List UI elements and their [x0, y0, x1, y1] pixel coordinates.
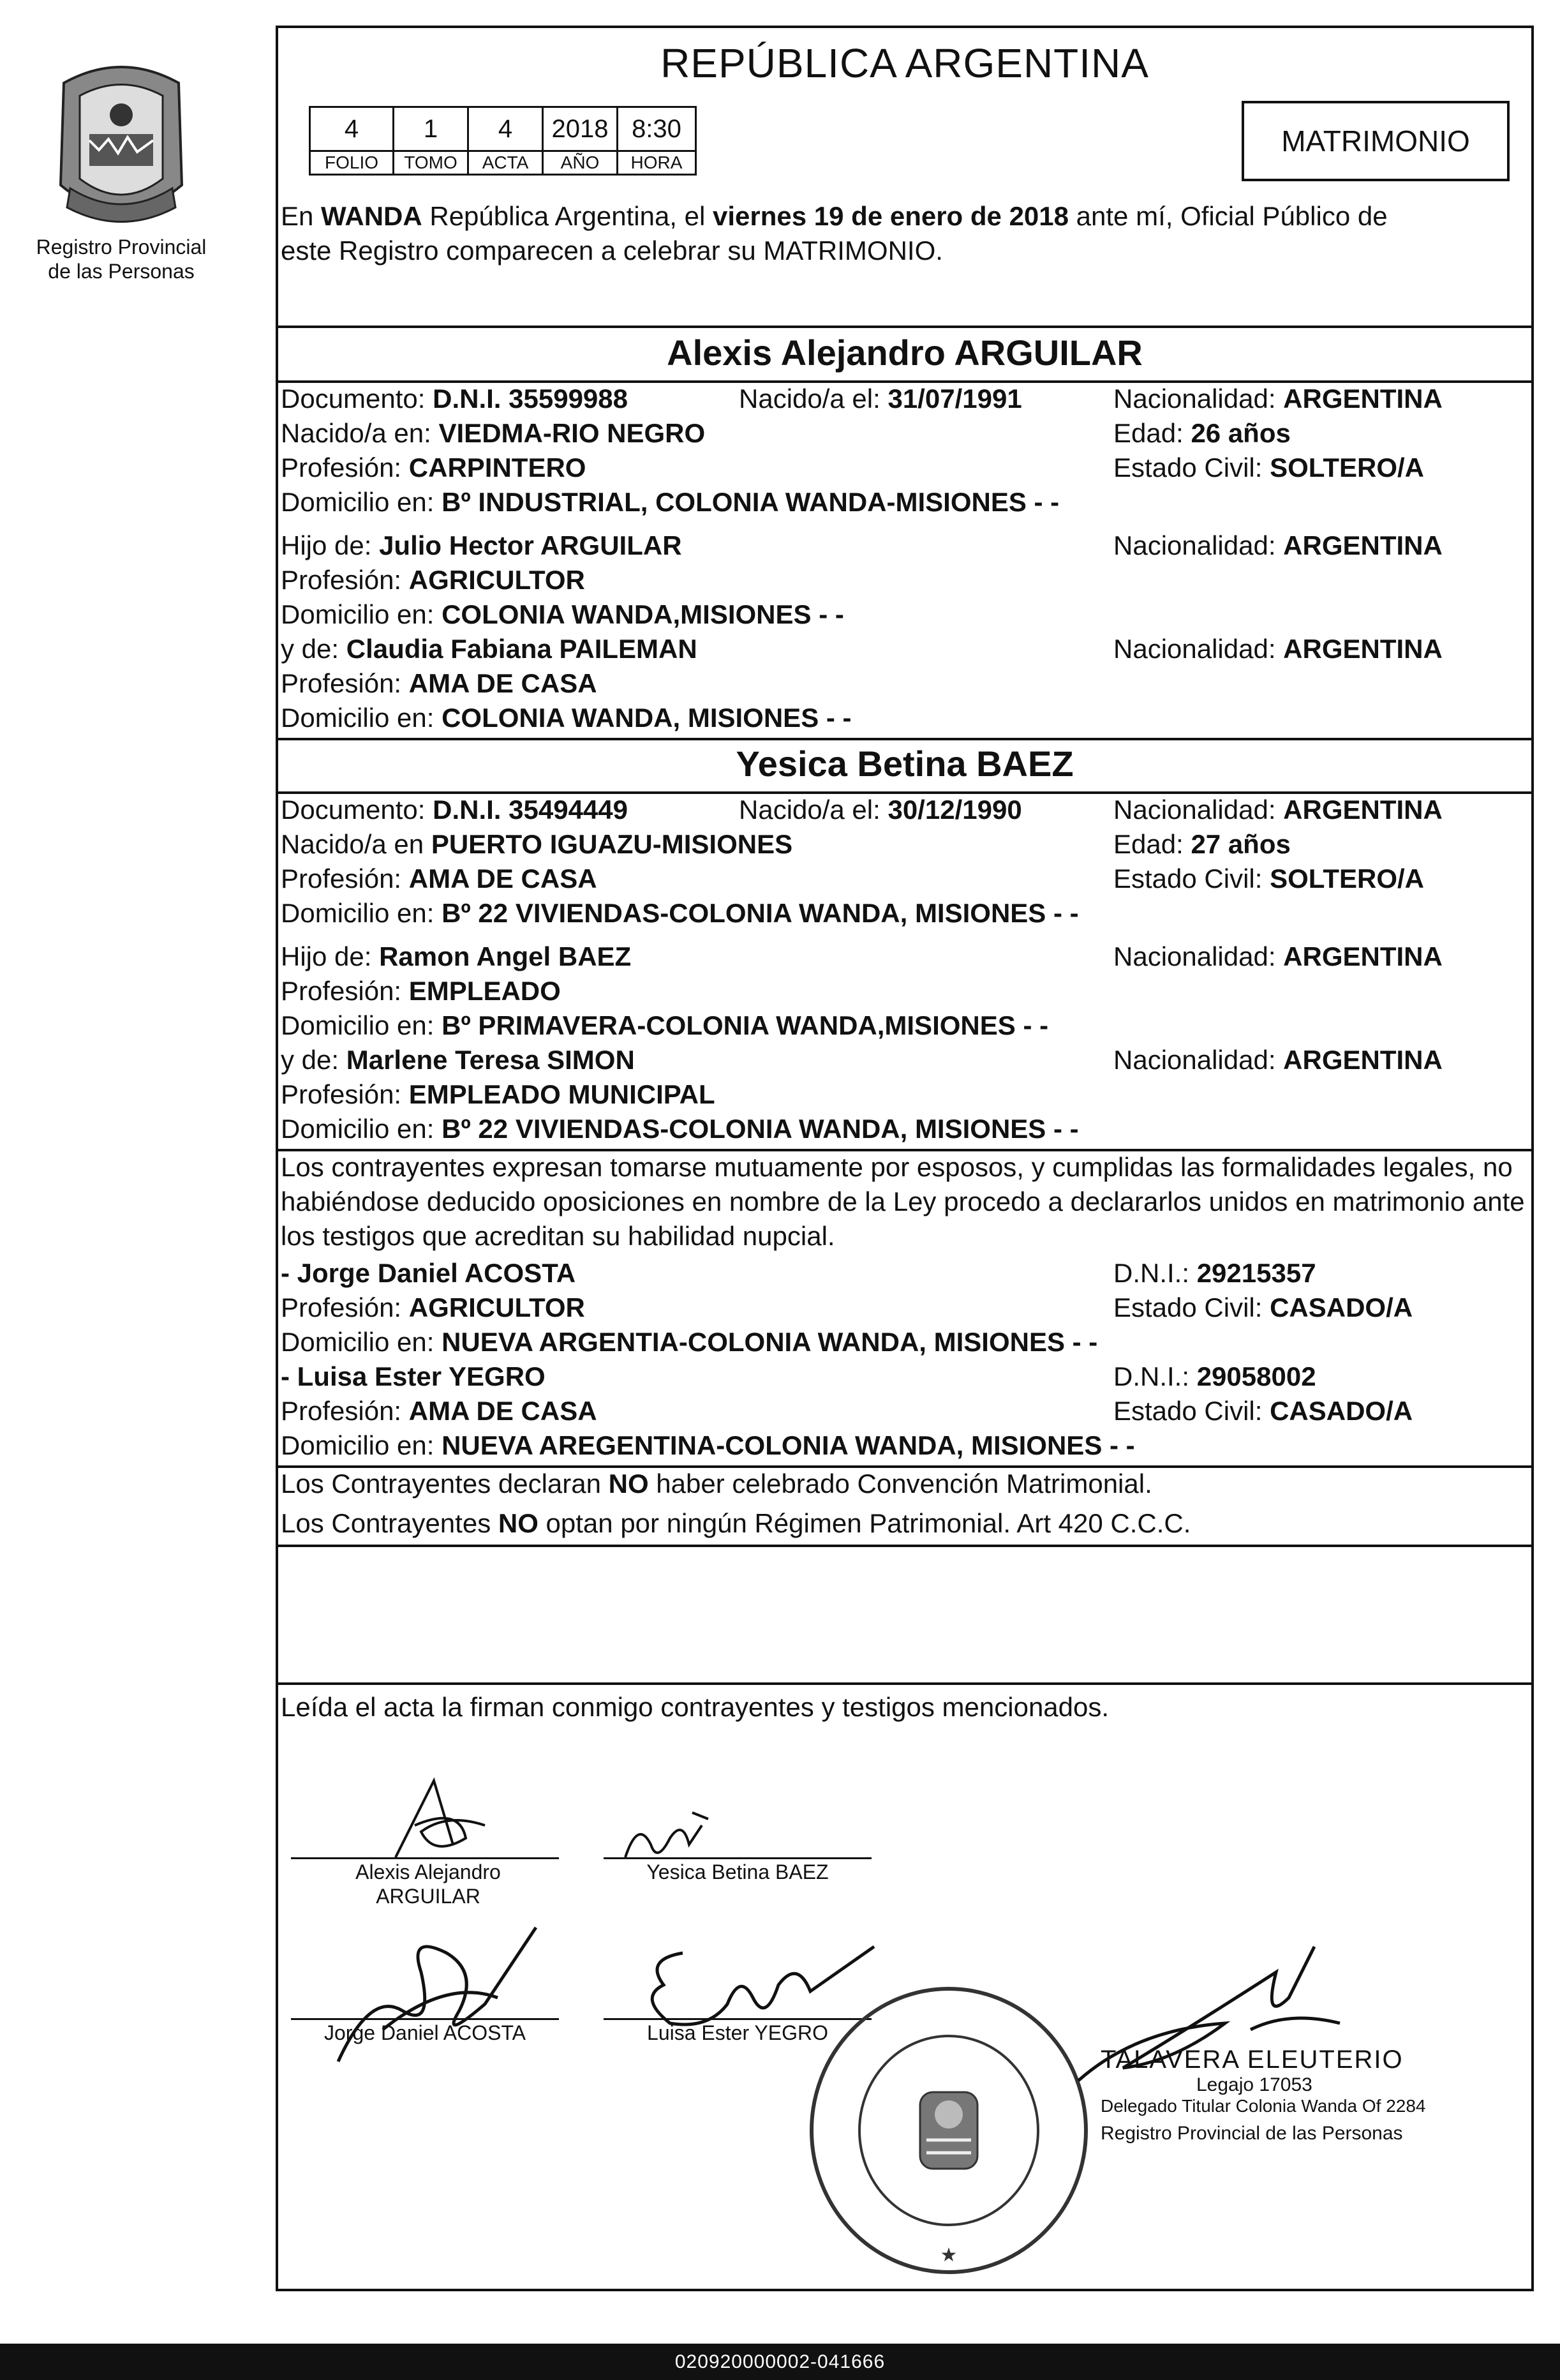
value: AMA DE CASA: [408, 1396, 597, 1426]
value: COLONIA WANDA,MISIONES - -: [442, 599, 844, 629]
value: 31/07/1991: [888, 384, 1022, 414]
value: Bº 22 VIVIENDAS-COLONIA WANDA, MISIONES - -: [442, 898, 1079, 928]
bride-civil-status: [1113, 862, 1424, 896]
label: Nacionalidad:: [1113, 1045, 1284, 1075]
groom-profession: [281, 451, 586, 485]
groom-civil-status: [1113, 451, 1424, 485]
intro-date: viernes 19 de enero de 2018: [713, 201, 1069, 231]
signature-bride-name: Yesica Betina BAEZ: [646, 1860, 829, 1883]
value: NUEVA ARGENTIA-COLONIA WANDA, MISIONES - -: [442, 1327, 1098, 1357]
groom-father-nationality: [1113, 528, 1443, 563]
label: D.N.I.:: [1113, 1361, 1197, 1391]
signature-line: [604, 1857, 872, 1859]
witness-1-profession: [281, 1291, 585, 1325]
value: D.N.I. 35599988: [433, 384, 628, 414]
bride-mother-profession: [281, 1077, 715, 1112]
label: Domicilio en:: [281, 487, 442, 517]
label: Domicilio en:: [281, 1327, 442, 1357]
value: AGRICULTOR: [408, 1292, 585, 1322]
text: Los Contrayentes: [281, 1508, 498, 1538]
label: Profesión:: [281, 565, 409, 595]
witness-1-dni: [1113, 1256, 1316, 1291]
officer-role: Delegado Titular Colonia Wanda Of 2284: [1101, 2096, 1426, 2116]
registry-name-line2: de las Personas: [48, 260, 195, 283]
record-type-box: MATRIMONIO: [1242, 101, 1510, 181]
bride-address: [281, 896, 1079, 931]
signature-name-line: ARGUILAR: [376, 1885, 480, 1908]
label: Profesión:: [281, 976, 409, 1006]
label: Hijo de:: [281, 941, 380, 971]
officer-stamp: [1101, 2046, 1458, 2144]
witness-1-civil-status: [1113, 1291, 1413, 1325]
bride-mother-address: [281, 1112, 1079, 1146]
label: Domicilio en:: [281, 1010, 442, 1040]
bride-birthplace: [281, 827, 792, 862]
label: Nacionalidad:: [1113, 384, 1284, 414]
intro-line1: [281, 199, 1388, 234]
divider: [276, 738, 1534, 740]
value: Bº PRIMAVERA-COLONIA WANDA,MISIONES - -: [442, 1010, 1049, 1040]
value: 29058002: [1196, 1361, 1316, 1391]
value: Claudia Fabiana PAILEMAN: [346, 634, 697, 664]
signature-groom-name: [304, 1860, 553, 1908]
label: Nacido/a en:: [281, 418, 439, 448]
tomo-label: TOMO: [394, 151, 468, 175]
value: ARGENTINA: [1283, 941, 1443, 971]
signature-line: [291, 2018, 559, 2020]
year-label: AÑO: [543, 151, 618, 175]
label: Estado Civil:: [1113, 453, 1270, 483]
bride-father-address: [281, 1008, 1048, 1043]
groom-father: [281, 528, 682, 563]
label: Domicilio en:: [281, 1114, 442, 1144]
witness-2-dni: [1113, 1359, 1316, 1394]
label: Domicilio en:: [281, 703, 442, 733]
label: Profesión:: [281, 453, 409, 483]
value: 27 años: [1191, 829, 1291, 859]
witness-2-profession: [281, 1394, 597, 1428]
bride-father-profession: [281, 974, 561, 1008]
groom-mother-nationality: [1113, 632, 1443, 666]
value: EMPLEADO MUNICIPAL: [408, 1079, 715, 1109]
label: Profesión:: [281, 668, 409, 698]
bride-name: Yesica Betina BAEZ: [736, 744, 1074, 784]
value: ARGENTINA: [1283, 1045, 1443, 1075]
registry-seal: [805, 1984, 1092, 2277]
value: AMA DE CASA: [408, 668, 597, 698]
bride-father-nationality: [1113, 939, 1443, 974]
year-value: 2018: [543, 107, 618, 151]
value: ARGENTINA: [1283, 795, 1443, 825]
label: Profesión:: [281, 1396, 409, 1426]
intro-line2: este Registro comparecen a celebrar su MATRIMONIO.: [281, 236, 943, 266]
signing-statement: Leída el acta la firman conmigo contrayentes y testigos mencionados.: [281, 1692, 1110, 1722]
value: Ramon Angel BAEZ: [379, 941, 632, 971]
tomo-value: 1: [394, 107, 468, 151]
label: Hijo de:: [281, 530, 380, 560]
value: ARGENTINA: [1283, 634, 1443, 664]
label: Domicilio en:: [281, 1430, 442, 1460]
signature-line: [291, 1857, 559, 1859]
divider: [276, 1682, 1534, 1685]
label: Profesión:: [281, 1292, 409, 1322]
value: ARGENTINA: [1283, 384, 1443, 414]
officer-legajo: Legajo 17053: [1196, 2074, 1312, 2095]
value: VIEDMA-RIO NEGRO: [438, 418, 706, 448]
bride-document: [281, 793, 628, 827]
value: Bº 22 VIVIENDAS-COLONIA WANDA, MISIONES - -: [442, 1114, 1079, 1144]
label: Estado Civil:: [1113, 1396, 1270, 1426]
divider: [276, 326, 1534, 328]
provincia-misiones-logo: [45, 57, 198, 230]
label: Nacionalidad:: [1113, 795, 1284, 825]
groom-age: [1113, 416, 1291, 451]
bride-profession: [281, 862, 597, 896]
bride-age: [1113, 827, 1291, 862]
label: y de:: [281, 634, 346, 664]
value: ARGENTINA: [1283, 530, 1443, 560]
officer-name: TALAVERA ELEUTERIO: [1101, 2046, 1404, 2074]
bride-birthdate: [739, 793, 1022, 827]
value: CASADO/A: [1270, 1292, 1413, 1322]
text: Los Contrayentes declaran: [281, 1469, 609, 1499]
signature-witness-1-name: Jorge Daniel ACOSTA: [324, 2021, 526, 2044]
groom-mother-profession: [281, 666, 597, 701]
groom-mother: [281, 632, 697, 666]
value: AMA DE CASA: [408, 864, 597, 894]
intro-text: En: [281, 201, 322, 231]
groom-address: [281, 485, 1059, 520]
document-id-footer: 020920000002-041666: [0, 2344, 1560, 2380]
intro-place: WANDA: [321, 201, 422, 231]
value: 29215357: [1196, 1258, 1316, 1288]
witness-1-name: - Jorge Daniel ACOSTA: [281, 1258, 576, 1288]
value: Julio Hector ARGUILAR: [379, 530, 682, 560]
value: SOLTERO/A: [1270, 453, 1424, 483]
bride-nationality: [1113, 793, 1443, 827]
value: SOLTERO/A: [1270, 864, 1424, 894]
label: Estado Civil:: [1113, 1292, 1270, 1322]
signature-name-line: Alexis Alejandro: [355, 1860, 501, 1883]
text-bold: NO: [498, 1508, 539, 1538]
witness-2-name: - Luisa Ester YEGRO: [281, 1361, 546, 1391]
value: PUERTO IGUAZU-MISIONES: [431, 829, 793, 859]
acta-label: ACTA: [468, 151, 543, 175]
svg-text:★: ★: [940, 2244, 958, 2266]
label: Nacido/a el:: [739, 384, 888, 414]
acta-value: 4: [468, 107, 543, 151]
value: CASADO/A: [1270, 1396, 1413, 1426]
witness-2-address: [281, 1428, 1135, 1463]
text: haber celebrado Convención Matrimonial.: [648, 1469, 1152, 1499]
bride-mother-nationality: [1113, 1043, 1443, 1077]
folio-value: 4: [310, 107, 394, 151]
convention-line1: [281, 1467, 1152, 1501]
label: Profesión:: [281, 864, 409, 894]
value: EMPLEADO: [408, 976, 561, 1006]
label: Nacido/a en: [281, 829, 431, 859]
hour-value: 8:30: [618, 107, 696, 151]
groom-father-profession: [281, 563, 585, 597]
value: CARPINTERO: [408, 453, 586, 483]
registry-name-line1: Registro Provincial: [36, 236, 207, 258]
label: Domicilio en:: [281, 898, 442, 928]
text: optan por ningún Régimen Patrimonial. Art 420 C.C.C.: [538, 1508, 1191, 1538]
declaration-line1: Los contrayentes expresan tomarse mutuamente por esposos, y cumplidas las formalidades legales, no: [281, 1152, 1513, 1182]
intro-text: República Argentina, el: [422, 201, 713, 231]
groom-nationality: [1113, 382, 1443, 416]
signature-witness-1: [319, 1915, 549, 2074]
convention-line2: [281, 1506, 1191, 1541]
groom-mother-address: [281, 701, 852, 735]
bride-mother: [281, 1043, 635, 1077]
value: D.N.I. 35494449: [433, 795, 628, 825]
label: D.N.I.:: [1113, 1258, 1197, 1288]
groom-name: Alexis Alejandro ARGUILAR: [667, 333, 1143, 373]
value: 26 años: [1191, 418, 1291, 448]
label: y de:: [281, 1045, 346, 1075]
value: AGRICULTOR: [408, 565, 585, 595]
label: Edad:: [1113, 829, 1191, 859]
groom-father-address: [281, 597, 844, 632]
label: Profesión:: [281, 1079, 409, 1109]
label: Nacionalidad:: [1113, 530, 1284, 560]
record-table: [309, 106, 697, 176]
label: Documento:: [281, 795, 433, 825]
folio-label: FOLIO: [310, 151, 394, 175]
label: Domicilio en:: [281, 599, 442, 629]
text-bold: NO: [608, 1469, 649, 1499]
registry-name: [26, 235, 217, 283]
groom-document: [281, 382, 628, 416]
witness-2-civil-status: [1113, 1394, 1413, 1428]
declaration-line2: habiéndose deducido oposiciones en nombre de la Ley procedo a declararlos unidos en matrimonio ante: [281, 1186, 1525, 1216]
label: Nacionalidad:: [1113, 634, 1284, 664]
groom-birthdate: [739, 382, 1022, 416]
label: Nacionalidad:: [1113, 941, 1284, 971]
value: NUEVA AREGENTINA-COLONIA WANDA, MISIONES - -: [442, 1430, 1135, 1460]
officer-registry: Registro Provincial de las Personas: [1101, 2123, 1403, 2144]
value: Bº INDUSTRIAL, COLONIA WANDA-MISIONES - -: [442, 487, 1060, 517]
signature-witness-2-name: Luisa Ester YEGRO: [647, 2021, 828, 2044]
document-title: REPÚBLICA ARGENTINA: [660, 40, 1149, 86]
value: Marlene Teresa SIMON: [346, 1045, 635, 1075]
witness-1-address: [281, 1325, 1097, 1359]
bride-father: [281, 939, 631, 974]
declaration-line3: los testigos que acreditan su habilidad nupcial.: [281, 1221, 835, 1251]
value: 30/12/1990: [888, 795, 1022, 825]
label: Nacido/a el:: [739, 795, 888, 825]
label: Estado Civil:: [1113, 864, 1270, 894]
hour-label: HORA: [618, 151, 696, 175]
groom-birthplace: [281, 416, 705, 451]
signature-groom: [357, 1768, 510, 1864]
label: Documento:: [281, 384, 433, 414]
divider: [276, 1545, 1534, 1547]
intro-text: ante mí, Oficial Público de: [1069, 201, 1388, 231]
label: Edad:: [1113, 418, 1191, 448]
value: COLONIA WANDA, MISIONES - -: [442, 703, 852, 733]
